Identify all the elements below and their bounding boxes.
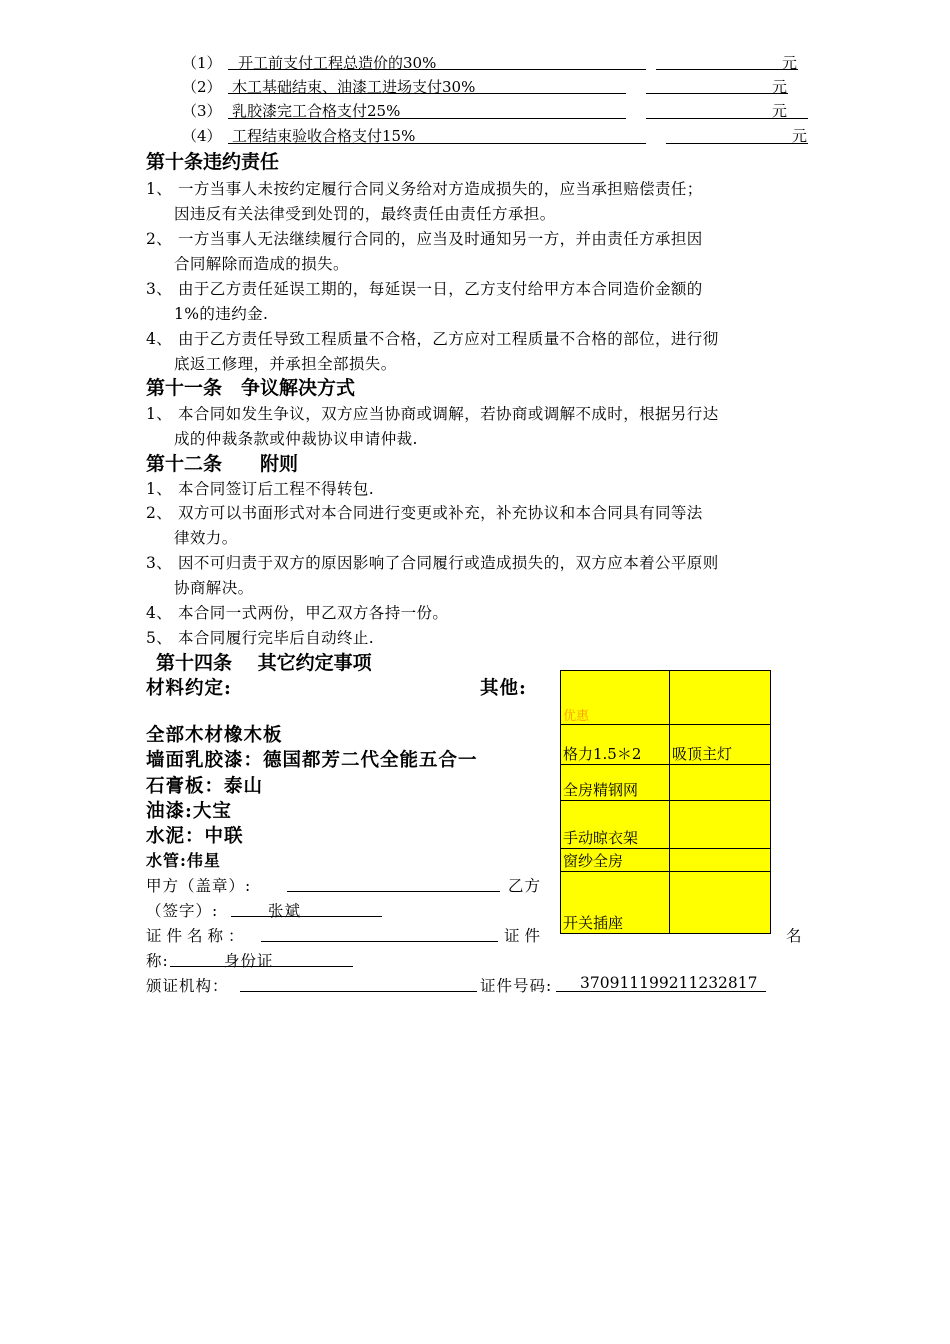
payment-text-1: 开工前支付工程总造价的30%	[238, 54, 437, 72]
extras-cell	[670, 872, 771, 934]
clause-num: 1、	[146, 405, 173, 423]
article-11-title: 第十一条 争议解决方式	[146, 377, 356, 399]
table-row	[561, 801, 771, 849]
clause-line: 双方可以书面形式对本合同进行变更或补充，补充协议和本合同具有同等法	[178, 504, 703, 522]
payment-underline	[228, 69, 646, 70]
clause-line: 因违反有关法律受到处罚的，最终责任由责任方承担。	[174, 205, 556, 223]
party-a-label: 甲方（盖章）:	[146, 877, 252, 895]
payment-text-2: 木工基础结束、油漆工进场支付30%	[232, 78, 476, 96]
payment-underline	[228, 143, 646, 144]
id-number-label: 证件号码:	[480, 977, 553, 995]
clause-line: 因不可归责于双方的原因影响了合同履行或造成损失的，双方应本着公平原则	[178, 554, 719, 572]
payment-num-3: （3）	[182, 102, 222, 120]
material-item: 全部木材橡木板	[146, 725, 283, 746]
clause-num: 4、	[146, 604, 173, 622]
clause-line: 本合同履行完毕后自动终止.	[178, 629, 375, 647]
clause-num: 1、	[146, 180, 173, 198]
clause-line: 一方当事人无法继续履行合同的，应当及时通知另一方，并由责任方承担因	[178, 230, 703, 248]
amount-underline	[646, 93, 788, 94]
clause-line: 协商解决。	[174, 579, 254, 597]
id-name-label-cont: 称:	[146, 952, 169, 970]
payment-unit-1: 元	[782, 54, 798, 72]
extras-cell	[670, 849, 771, 872]
clause-num: 5、	[146, 629, 173, 647]
extras-cell	[670, 765, 771, 801]
materials-label: 材料约定:	[146, 678, 232, 699]
clause-line: 底返工修理，并承担全部损失。	[174, 355, 397, 373]
party-b-label: 乙方	[508, 877, 542, 895]
article-12-title: 第十二条 附则	[146, 453, 299, 475]
payment-underline	[228, 118, 626, 119]
table-row	[561, 765, 771, 801]
payment-line-1	[182, 52, 222, 74]
table-row	[561, 725, 771, 765]
amount-underline	[656, 69, 798, 70]
payment-unit-4: 元	[792, 127, 808, 145]
id-type: 身份证	[224, 952, 274, 970]
table-row	[561, 872, 771, 934]
material-item-water-pipe: 水管:伟星	[146, 851, 221, 870]
material-item: 水泥：中联	[146, 826, 244, 847]
id-name-label-b: 证件	[504, 927, 546, 945]
issuer-label: 颁证机构：	[146, 977, 229, 995]
extras-cell	[670, 671, 771, 725]
amount-underline	[666, 143, 808, 144]
clause-num: 3、	[146, 280, 173, 298]
extras-cell: 窗纱全房	[561, 849, 670, 872]
payment-unit-2: 元	[772, 78, 788, 96]
clause-line: 由于乙方责任导致工程质量不合格，乙方应对工程质量不合格的部位，进行彻	[178, 330, 719, 348]
clause-num: 1、	[146, 480, 173, 498]
clause-num: 3、	[146, 554, 173, 572]
id-name-underline	[261, 941, 498, 942]
article-14-title: 第十四条 其它约定事项	[156, 652, 372, 674]
payment-unit-3: 元	[772, 102, 788, 120]
clause-num: 2、	[146, 504, 173, 522]
extras-cell: 开关插座	[561, 872, 670, 934]
clause-line: 一方当事人未按约定履行合同义务给对方造成损失的，应当承担赔偿责任；	[178, 180, 703, 198]
party-a-underline	[287, 891, 500, 892]
material-item: 墙面乳胶漆：德国都芳二代全能五合一	[146, 750, 478, 771]
id-number: 370911199211232817	[580, 974, 758, 992]
table-row	[561, 671, 771, 725]
signer-underline	[231, 916, 382, 917]
payment-num-2: （2）	[182, 78, 222, 96]
clause-line: 律效力。	[174, 529, 238, 547]
other-label: 其他:	[480, 678, 527, 699]
payment-text-4: 工程结束验收合格支付15%	[232, 127, 416, 145]
clause-num: 2、	[146, 230, 173, 248]
clause-line: 本合同一式两份，甲乙双方各持一份。	[178, 604, 449, 622]
payment-num: （1）	[182, 54, 222, 72]
payment-num-4: （4）	[182, 127, 222, 145]
material-item: 石膏板：泰山	[146, 776, 264, 797]
article-10-title: 第十条违约责任	[146, 151, 280, 173]
payment-underline	[228, 93, 626, 94]
extras-cell	[670, 801, 771, 849]
id-name-label-b-end: 名	[786, 927, 803, 945]
material-item: 油漆:大宝	[146, 801, 232, 822]
sign-label: （签字）:	[146, 902, 219, 920]
extras-cell: 优惠	[561, 671, 670, 725]
clause-line: 成的仲裁条款或仲裁协议申请仲裁.	[174, 430, 418, 448]
clause-num: 4、	[146, 330, 173, 348]
id-name-label: 证件名称：	[146, 927, 249, 945]
extras-table	[560, 670, 771, 934]
payment-text-3: 乳胶漆完工合格支付25%	[232, 102, 401, 120]
extras-cell: 手动晾衣架	[561, 801, 670, 849]
table-row	[561, 849, 771, 872]
issuer-underline	[240, 991, 477, 992]
clause-line: 由于乙方责任延误工期的，每延误一日，乙方支付给甲方本合同造价金额的	[178, 280, 703, 298]
signer-name: 张斌	[268, 902, 302, 920]
clause-line: 合同解除而造成的损失。	[174, 255, 349, 273]
extras-cell: 格力1.5＊2	[561, 725, 670, 765]
extras-cell: 全房精钢网	[561, 765, 670, 801]
clause-line: 本合同签订后工程不得转包.	[178, 480, 375, 498]
clause-line: 1%的违约金.	[174, 305, 269, 323]
extras-cell: 吸顶主灯	[670, 725, 771, 765]
clause-line: 本合同如发生争议，双方应当协商或调解，若协商或调解不成时，根据另行达	[178, 405, 719, 423]
